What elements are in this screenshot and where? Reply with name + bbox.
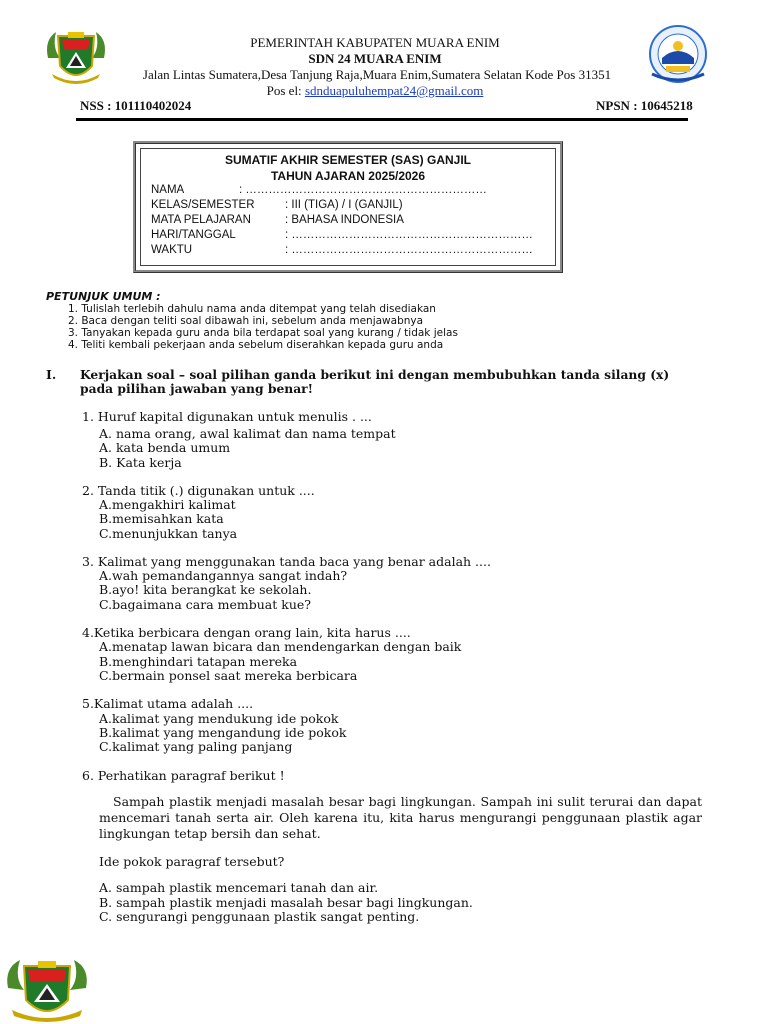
question-5: 5.Kalimat utama adalah .... bbox=[82, 696, 254, 711]
instruction-item: 3. Tanyakan kepada guru anda bila terdapat soal yang kurang / tidak jelas bbox=[68, 327, 458, 339]
exam-title: SUMATIF AKHIR SEMESTER (SAS) GANJIL bbox=[224, 153, 471, 167]
nss-number: NSS : 101110402024 bbox=[80, 98, 192, 113]
field-label-mapel: MATA PELAJARAN bbox=[151, 214, 251, 226]
school-logo bbox=[644, 24, 712, 86]
field-value-nama[interactable]: : ……………………………………………………… bbox=[239, 184, 487, 196]
question-4-option[interactable]: C.bermain ponsel saat mereka berbicara bbox=[99, 668, 358, 683]
section-instruction-line1: Kerjakan soal – soal pilihan ganda berikut ini dengan membubuhkan tanda silang (x) bbox=[80, 367, 670, 382]
question-6-option[interactable]: A. sampah plastik mencemari tanah dan air. bbox=[99, 880, 379, 895]
question-6-paragraph: Sampah plastik menjadi masalah besar bagi lingkungan. Sampah ini sulit terurai dan dapat mencemari tanah serta air. Oleh karena itu, kita harus mengurangi penggunaan plastik agar lingkungan tetap bersih dan sehat. bbox=[99, 794, 702, 841]
regency-logo bbox=[42, 28, 110, 88]
question-2-option[interactable]: B.memisahkan kata bbox=[99, 511, 224, 526]
school-address: Jalan Lintas Sumatera,Desa Tanjung Raja,Muara Enim,Sumatera Selatan Kode Pos 31351 bbox=[142, 67, 612, 82]
field-label-hari: HARI/TANGGAL bbox=[151, 229, 236, 241]
question-5-option[interactable]: C.kalimat yang paling panjang bbox=[99, 739, 293, 754]
email-line bbox=[130, 83, 620, 99]
question-2-option[interactable]: A.mengakhiri kalimat bbox=[99, 497, 236, 512]
instruction-item: 4. Teliti kembali pekerjaan anda sebelum diserahkan kepada guru anda bbox=[68, 339, 444, 351]
question-1: 1. Huruf kapital digunakan untuk menulis . ... bbox=[82, 409, 372, 424]
government-name: PEMERINTAH KABUPATEN MUARA ENIM bbox=[250, 35, 500, 50]
question-4: 4.Ketika berbicara dengan orang lain, kita harus .... bbox=[82, 625, 411, 640]
question-3-option[interactable]: B.ayo! kita berangkat ke sekolah. bbox=[99, 582, 312, 597]
question-6-option[interactable]: C. sengurangi penggunaan plastik sangat penting. bbox=[99, 909, 420, 924]
field-value-waktu[interactable]: : ……………………………………………………… bbox=[285, 244, 533, 256]
instruction-item: 2. Baca dengan teliti soal dibawah ini, sebelum anda menjawabnya bbox=[68, 315, 424, 327]
field-label-waktu: WAKTU bbox=[151, 244, 193, 256]
section-instruction-line2: pada pilihan jawaban yang benar! bbox=[80, 381, 314, 396]
regency-logo-footer bbox=[2, 958, 92, 1024]
field-label-nama: NAMA bbox=[151, 184, 185, 196]
school-name: SDN 24 MUARA ENIM bbox=[308, 51, 442, 66]
academic-year: TAHUN AJARAN 2025/2026 bbox=[270, 169, 426, 183]
question-2-option[interactable]: C.menunjukkan tanya bbox=[99, 526, 238, 541]
email-link[interactable]: sdnduapuluhempat24@gmail.com bbox=[304, 83, 484, 98]
question-2: 2. Tanda titik (.) digunakan untuk .... bbox=[82, 483, 315, 498]
field-label-kelas: KELAS/SEMESTER bbox=[151, 199, 255, 211]
question-1-option[interactable]: B. Kata kerja bbox=[99, 455, 182, 470]
question-4-option[interactable]: A.menatap lawan bicara dan mendengarkan dengan baik bbox=[99, 639, 462, 654]
question-5-option[interactable]: B.kalimat yang mengandung ide pokok bbox=[99, 725, 347, 740]
question-6-prompt: Ide pokok paragraf tersebut? bbox=[99, 854, 285, 869]
question-5-option[interactable]: A.kalimat yang mendukung ide pokok bbox=[99, 711, 339, 726]
exam-info-box bbox=[133, 141, 563, 273]
field-value-hari[interactable]: : ……………………………………………………… bbox=[285, 229, 533, 241]
header-divider bbox=[76, 118, 688, 121]
question-4-option[interactable]: B.menghindari tatapan mereka bbox=[99, 654, 298, 669]
question-3: 3. Kalimat yang menggunakan tanda baca yang benar adalah .... bbox=[82, 554, 491, 569]
question-3-option[interactable]: A.wah pemandangannya sangat indah? bbox=[99, 568, 348, 583]
field-value-mapel: : BAHASA INDONESIA bbox=[285, 214, 404, 226]
section-number: I. bbox=[46, 367, 57, 382]
field-value-kelas: : III (TIGA) / I (GANJIL) bbox=[285, 199, 403, 211]
question-1-option[interactable]: A. kata benda umum bbox=[99, 440, 231, 455]
question-3-option[interactable]: C.bagaimana cara membuat kue? bbox=[99, 597, 311, 612]
instructions-title: PETUNJUK UMUM : bbox=[46, 290, 161, 303]
question-1-option[interactable]: A. nama orang, awal kalimat dan nama tempat bbox=[99, 426, 396, 441]
instruction-item: 1. Tulislah terlebih dahulu nama anda ditempat yang telah disediakan bbox=[68, 303, 436, 315]
question-6: 6. Perhatikan paragraf berikut ! bbox=[82, 768, 285, 783]
email-label: Pos el: bbox=[266, 83, 305, 98]
npsn-number: NPSN : 10645218 bbox=[596, 98, 693, 113]
question-6-option[interactable]: B. sampah plastik menjadi masalah besar bagi lingkungan. bbox=[99, 895, 473, 910]
